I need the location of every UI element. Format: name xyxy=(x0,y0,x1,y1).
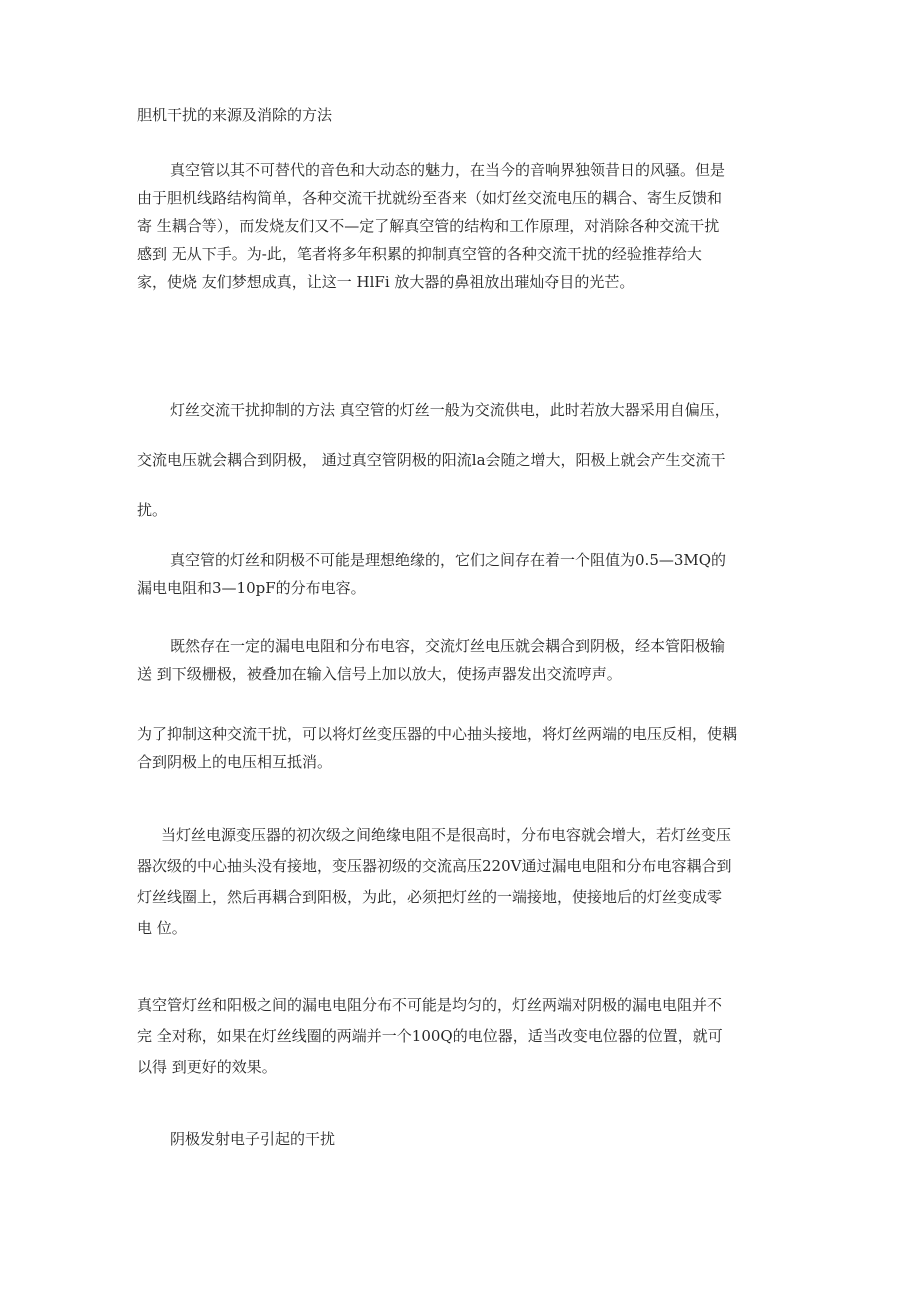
document-title xyxy=(137,104,797,126)
paragraph-line: 器次级的中心抽头没有接地，变压器初级的交流高压220V通过漏电电阻和分布电容耦合到 xyxy=(137,857,732,875)
paragraph-line: 当灯丝电源变压器的初次级之间绝缘电阻不是很高时，分布电容就会增大，若灯丝变压 xyxy=(161,826,732,844)
paragraph-line: 既然存在一定的漏电电阻和分布电容，交流灯丝电压就会耦合到阴极，经本管阳极输 xyxy=(170,637,726,655)
paragraph-line: 真空管灯丝和阳极之间的漏电电阻分布不可能是均匀的，灯丝两端对阴极的漏电电阻并不 xyxy=(137,996,723,1014)
paragraph-line: 家，使烧 友们梦想成真，让这一 HlFi 放大器的鼻祖放出璀灿夺目的光芒。 xyxy=(137,273,635,291)
paragraph-line: 完 全对称，如果在灯丝线圈的两端并一个100Q的电位器，适当改变电位器的位置，就可 xyxy=(137,1027,723,1045)
title-text: 胆机干扰的来源及消除的方法 xyxy=(137,106,333,124)
paragraph-line: 送 到下级栅极，被叠加在输入信号上加以放大，使扬声器发出交流哼声。 xyxy=(137,665,622,683)
paragraph-potentiometer xyxy=(137,990,797,1083)
paragraph-leakage xyxy=(137,546,797,602)
paragraph-coupling xyxy=(137,632,797,688)
section-heading-text: 阴极发射电子引起的干扰 xyxy=(170,1130,336,1148)
paragraph-line: 灯丝线圈上，然后再耦合到阳极，为此，必须把灯丝的一端接地，使接地后的灯丝变成零 xyxy=(137,888,723,906)
paragraph-line: 以得 到更好的效果。 xyxy=(137,1058,277,1076)
paragraph-line: 真空管的灯丝和阴极不可能是理想绝缘的，它们之间存在着一个阻值为0.5—3MQ的 xyxy=(170,551,727,569)
paragraph-center-tap xyxy=(137,720,797,776)
paragraph-line: 灯丝交流干扰抑制的方法 真空管的灯丝一般为交流供电，此时若放大器采用自偏压， xyxy=(170,401,730,419)
paragraph-filament-ac xyxy=(137,385,797,535)
paragraph-intro xyxy=(137,156,797,296)
paragraph-line: 交流电压就会耦合到阴极， 通过真空管阴极的阳流la会随之增大，阳极上就会产生交流干 xyxy=(137,451,726,469)
paragraph-line: 真空管以其不可替代的音色和大动态的魅力，在当今的音响界独领昔日的风骚。但是 xyxy=(170,161,726,179)
paragraph-line: 感到 无从下手。为-此，笔者将多年积累的抑制真空管的各种交流干扰的经验推荐给大 xyxy=(137,245,702,263)
section-heading-cathode xyxy=(137,1128,830,1150)
paragraph-line: 扰。 xyxy=(137,501,168,519)
paragraph-line: 电 位。 xyxy=(137,919,187,937)
paragraph-line: 为了抑制这种交流干扰，可以将灯丝变压器的中心抽头接地，将灯丝两端的电压反相，使耦 xyxy=(137,725,738,743)
paragraph-line: 寄 生耦合等），而发烧友们又不—定了解真空管的结构和工作原理，对消除各种交流干扰 xyxy=(137,217,720,235)
paragraph-transformer xyxy=(137,820,797,944)
paragraph-line: 漏电电阻和3—10pF的分布电容。 xyxy=(137,579,366,597)
paragraph-line: 合到阴极上的电压相互抵消。 xyxy=(137,753,333,771)
paragraph-line: 由于胆机线路结构简单，各种交流干扰就纷至沓来（如灯丝交流电压的耦合、寄生反馈和 xyxy=(137,189,723,207)
